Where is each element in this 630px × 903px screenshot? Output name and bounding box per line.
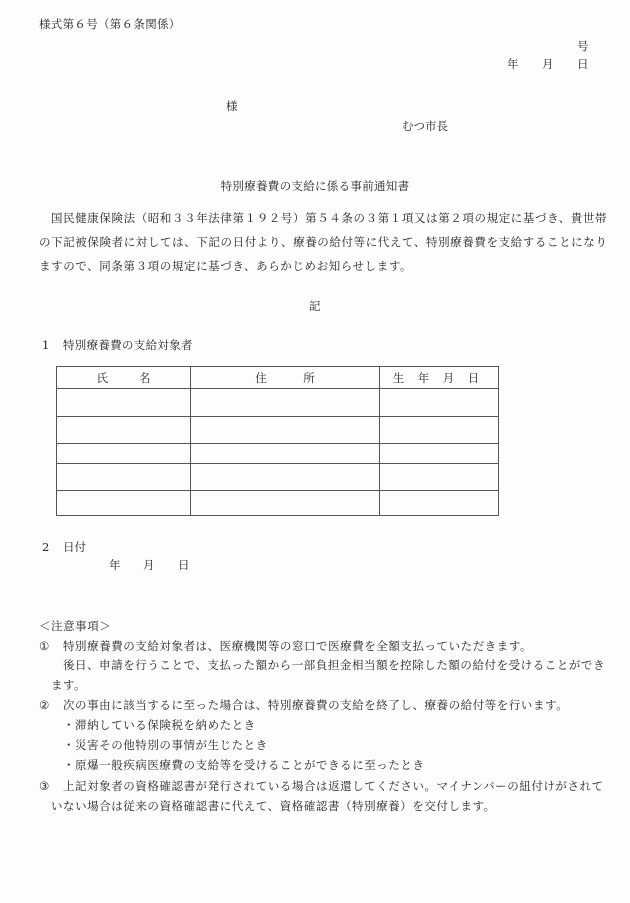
ki-marker: 記	[309, 299, 321, 313]
note-text: ます。	[51, 678, 87, 692]
cell-name[interactable]	[57, 417, 191, 444]
section1-number: 1	[42, 338, 50, 352]
note-marker: ②	[39, 698, 50, 712]
cell-name[interactable]	[57, 491, 191, 516]
header-name-char: 氏	[96, 370, 108, 385]
note-text: 特別療養費の支給対象者は、医療機関等の窓口で医療費を全額支払っていただきます。	[63, 639, 533, 653]
document-title: 特別療養費の支給に係る事前通知書	[220, 179, 410, 193]
note-bullet: ・原爆一般疾病医療費の支給等を受けることができるに至ったとき	[63, 758, 425, 772]
note-text: 後日、申請を行うことで、支払った額から一部負担金相当額を控除した額の給付を受けることができ	[63, 658, 606, 672]
header-birthdate-char: 年	[417, 370, 430, 385]
cell-address[interactable]	[191, 491, 380, 516]
header-address-char: 住	[255, 370, 267, 385]
table-row	[57, 417, 499, 444]
addressee-suffix: 様	[226, 99, 238, 113]
note-text: 上記対象者の資格確認書が発行されている場合は返還してください。マイナンバーの紐付けがされて	[63, 779, 604, 793]
table-row	[57, 389, 499, 417]
cell-birthdate[interactable]	[380, 417, 499, 444]
header-birthdate-char: 日	[467, 370, 480, 385]
issue-date-year: 年	[507, 57, 519, 71]
note-bullet: ・災害その他特別の事情が生じたとき	[63, 738, 268, 752]
recipients-table	[56, 366, 499, 516]
header-birthdate-char: 生	[392, 370, 405, 385]
header-birthdate	[380, 367, 499, 389]
header-name	[57, 367, 191, 389]
body-paragraph	[39, 206, 608, 278]
section2-number: 2	[42, 540, 50, 554]
cell-birthdate[interactable]	[380, 464, 499, 491]
cell-address[interactable]	[191, 417, 380, 444]
note-text: 次の事由に該当するに至った場合は、特別療養費の支給を終了し、療養の給付等を行います。	[63, 698, 569, 712]
cell-name[interactable]	[57, 464, 191, 491]
table-row	[57, 444, 499, 464]
table-row	[57, 491, 499, 516]
note-bullet: ・滞納している保険税を納めたとき	[63, 718, 256, 732]
cell-address[interactable]	[191, 444, 380, 464]
issue-date-month: 月	[542, 57, 554, 71]
cell-address[interactable]	[191, 389, 380, 417]
effective-date-month: 月	[143, 558, 155, 572]
document-number-label: 号	[577, 39, 589, 53]
cell-address[interactable]	[191, 464, 380, 491]
table-row	[57, 464, 499, 491]
effective-date-year: 年	[109, 558, 121, 572]
header-address-char: 所	[303, 370, 315, 385]
form-number: 様式第６号（第６条関係）	[39, 17, 181, 31]
section1-heading: 特別療養費の支給対象者	[63, 338, 193, 352]
header-birthdate-char: 月	[442, 370, 455, 385]
cell-name[interactable]	[57, 389, 191, 417]
sender-name: むつ市長	[402, 119, 448, 133]
cell-birthdate[interactable]	[380, 444, 499, 464]
body-line: の下記被保険者に対しては、下記の日付より、療養の給付等に代えて、特別療養費を支給することになり	[39, 235, 608, 249]
note-marker: ③	[39, 779, 50, 793]
body-line: 国民健康保険法（昭和３３年法律第１９２号）第５４条の３第１項又は第２項の規定に基づき、貴世帯	[51, 211, 608, 225]
body-line: ますので、同条第３項の規定に基づき、あらかじめお知らせします。	[39, 259, 413, 273]
header-name-char: 名	[139, 370, 151, 385]
cell-birthdate[interactable]	[380, 491, 499, 516]
note-marker: ①	[39, 639, 50, 653]
table-header-row	[57, 367, 499, 389]
cell-birthdate[interactable]	[380, 389, 499, 417]
cell-name[interactable]	[57, 444, 191, 464]
effective-date-day: 日	[178, 558, 190, 572]
issue-date-day: 日	[577, 57, 589, 71]
note-text: いない場合は従来の資格確認書に代えて、資格確認書（特別療養）を交付します。	[51, 799, 496, 813]
header-address	[191, 367, 380, 389]
section2-heading: 日付	[63, 540, 86, 554]
notes-heading: ＜注意事項＞	[39, 619, 112, 633]
